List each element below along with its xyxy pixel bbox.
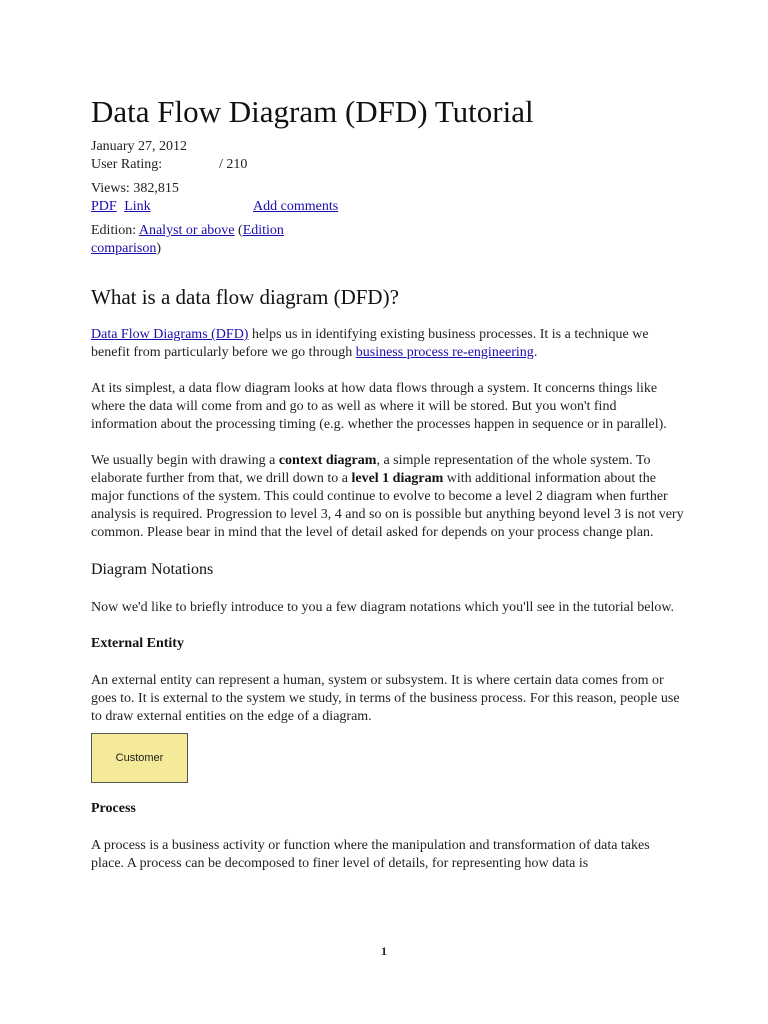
customer-entity-figure [91, 733, 188, 783]
rating-label: User Rating: [91, 157, 163, 172]
external-entity-heading: External Entity [91, 636, 184, 651]
context-diagram-term: context diagram [278, 453, 377, 468]
intro-text: helps us in identifying existing business processes. It is a technique we benefit from particularly before we go through [91, 327, 649, 360]
rating-value: / 210 [219, 157, 248, 172]
process-paragraph: A process is a business activity or function where the manipulation and transformation of data takes place. A process can be decomposed to finer level of details, for representing how data is [91, 838, 650, 871]
add-comments-link[interactable]: Add comments [253, 199, 339, 214]
page-number: 1 [381, 944, 387, 958]
levels-text-3: with additional information about the major functions of the system. This could continue to evolve to become a level 2 diagram when further analysis is required. Progression to level 3, 4 and so on is possible but anything beyond level 3 is not very common. Please bear in mind that the level of detail asked for depends on your process change plan. [91, 471, 684, 540]
dfd-link[interactable]: Data Flow Diagrams (DFD) [91, 327, 249, 342]
levels-text-1: We usually begin with drawing a [91, 453, 279, 468]
edition-info [91, 222, 306, 258]
process-heading: Process [91, 801, 136, 816]
levels-paragraph [91, 452, 685, 542]
notations-heading: Diagram Notations [91, 561, 214, 578]
external-entity-paragraph: An external entity can represent a human, system or subsystem. It is where certain data comes from or goes to. It is external to the system we study, in terms of the business process. For this reason, people use to draw external entities on the edge of a diagram. [91, 673, 680, 724]
edition-label: Edition: [91, 223, 137, 238]
bpr-link[interactable]: business process re-engineering [355, 345, 534, 360]
export-links [91, 198, 253, 216]
levels-text-2: , a simple representation of the whole system. To elaborate further from that, we drill down to a [91, 453, 651, 486]
document-page [91, 92, 685, 873]
edition-open-paren: ( [238, 223, 243, 238]
action-links [91, 198, 685, 216]
simplest-paragraph: At its simplest, a data flow diagram looks at how data flows through a system. It concerns things like where the data will come from and go to as well as where it will be stored. But you won't find information about the processing timing (e.g. whether the processes happen in sequence or in parallel). [91, 381, 667, 432]
edition-close-paren: ) [156, 241, 161, 256]
entity-label: Customer [115, 752, 164, 764]
section-heading: What is a data flow diagram (DFD)? [91, 285, 399, 309]
link-link[interactable]: Link [124, 199, 151, 214]
user-rating [91, 156, 685, 174]
level-1-diagram-term: level 1 diagram [351, 471, 444, 486]
article-meta [91, 138, 685, 258]
edition-comparison-link[interactable]: Edition comparison [91, 223, 284, 256]
intro-text-end: . [533, 345, 538, 360]
pdf-link[interactable]: PDF [91, 199, 117, 214]
view-count: Views: 382,815 [91, 181, 179, 196]
notations-paragraph: Now we'd like to briefly introduce to you a few diagram notations which you'll see in the tutorial below. [91, 600, 675, 615]
publish-date: January 27, 2012 [91, 139, 188, 154]
edition-value-link[interactable]: Analyst or above [138, 223, 235, 238]
page-title: Data Flow Diagram (DFD) Tutorial [91, 94, 534, 129]
intro-paragraph [91, 326, 685, 362]
